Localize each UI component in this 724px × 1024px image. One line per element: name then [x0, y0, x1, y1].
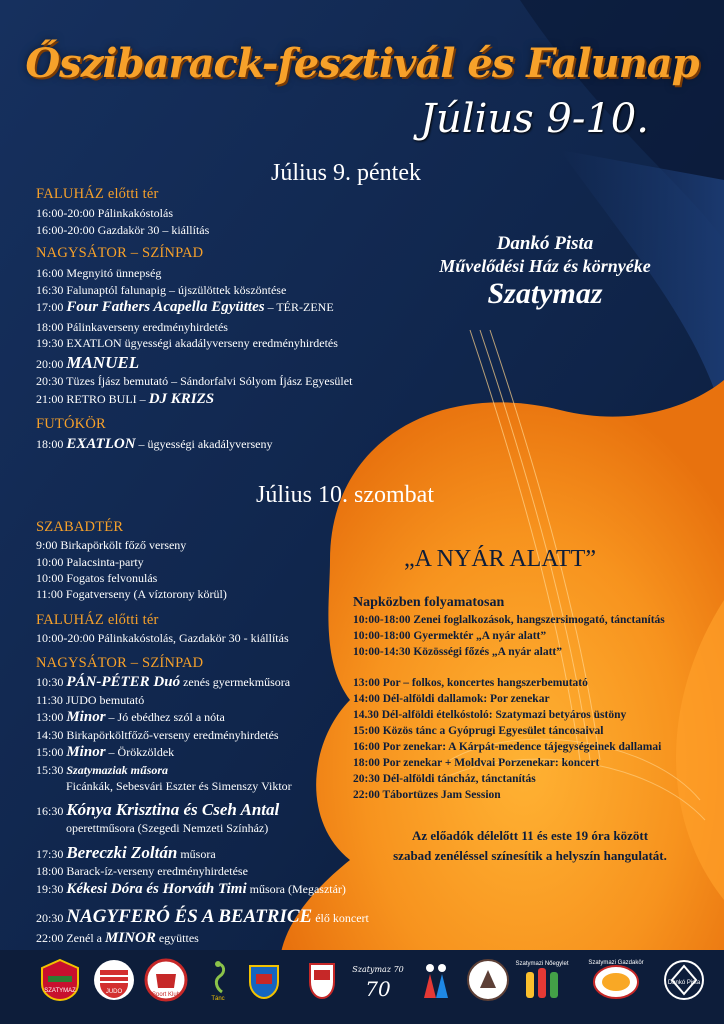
program-line: 18:00 Pálinkaverseny eredményhirdetés [36, 320, 228, 334]
group-figures-logo [515, 958, 569, 1002]
folk-dancers-logo [414, 958, 458, 1002]
program-line: 20:30 NAGYFERÓ ÉS A BEATRICE élő koncert [36, 906, 369, 927]
nyar-subtitle: Napközben folyamatosan [353, 595, 505, 610]
program-line: 22:00 Zenél a MINOR együttes [36, 930, 199, 946]
svg-text:Tánc: Tánc [211, 996, 225, 1002]
gazdakor-plate-logo [588, 958, 644, 1002]
venue-line3: Szatymaz [487, 277, 603, 310]
danko-pista-logo [662, 958, 706, 1002]
nyar-line: 13:00 Por – folkos, koncertes hangszerbemutató [353, 677, 588, 689]
section-title: NAGYSÁTOR – SZÍNPAD [36, 245, 204, 261]
program-line: 11:30 JUDO bemutató [36, 693, 145, 707]
program-line: 15:00 Minor – Örökzöldek [36, 744, 175, 760]
nyar-line: 10:00-18:00 Zenei foglalkozások, hangszersimogató, tánctanítás [353, 614, 665, 626]
program-line: 10:00 Palacsinta-party [36, 555, 144, 569]
program-line: 10:00-20:00 Pálinkakóstolás, Gazdakör 30 - kiállítás [36, 631, 289, 645]
event-dates: Július 9-10. [420, 96, 649, 142]
venue-line2: Művelődési Ház és környéke [439, 256, 651, 276]
svg-text:Szatymazi Gazdakör: Szatymazi Gazdakör [588, 960, 644, 966]
section-title: SZABADTÉR [36, 519, 124, 535]
program-line: 16:30 Falunaptól falunapig – újszülöttek köszöntése [36, 283, 287, 297]
venue-block [405, 233, 685, 311]
svg-text:JUDO: JUDO [105, 989, 123, 995]
section-title: FALUHÁZ előtti tér [36, 612, 159, 628]
venue-line1: Dankó Pista [496, 233, 594, 254]
nyar-line: 10:00-18:00 Gyermektér „A nyár alatt” [353, 630, 547, 642]
program-line: 19:30 Kékesi Dóra és Horváth Timi műsora (Megasztár) [36, 881, 346, 897]
egyesulet-badge-logo [466, 958, 510, 1002]
program-line: 19:30 EXATLON ügyességi akadályverseny eredményhirdetés [36, 336, 338, 350]
program-line: 13:00 Minor – Jó ebédhez szól a nóta [36, 709, 225, 725]
program-line: 10:30 PÁN-PÉTER Duó zenés gyermekműsora [36, 674, 291, 690]
nyar-note [340, 828, 720, 864]
szatymaz-crest-logo [38, 958, 82, 1002]
program-line: 17:00 Four Fathers Acapella Együttes – TÉR-ZENE [36, 299, 334, 315]
program-line: 14:30 Birkapörköltfőző-verseny eredményhirdetés [36, 728, 279, 742]
svg-text:Szatymaz 70: Szatymaz 70 [352, 965, 404, 974]
program-line: 20:00 MANUEL [36, 353, 140, 372]
nyar-note-line1: Az előadók délelőtt 11 és este 19 óra között [411, 828, 649, 843]
nyar-line: 14.30 Dél-alföldi ételkóstoló: Szatymazi betyáros üstöny [353, 709, 627, 721]
nyar-line: 10:00-14:30 Közösségi főzés „A nyár alatt” [353, 646, 562, 658]
program-line: 10:00 Fogatos felvonulás [36, 571, 158, 585]
program-line: 16:00-20:00 Gazdakör 30 – kiállítás [36, 223, 210, 237]
szatymaz-70-logo [352, 958, 404, 1002]
nyar-title: „A NYÁR ALATT” [404, 546, 596, 572]
nyar-line: 18:00 Por zenekar + Moldvai Porzenekar: koncert [353, 757, 600, 769]
section-title: FUTÓKÖR [36, 416, 106, 432]
program-line: 9:00 Birkapörkölt főző verseny [36, 538, 187, 552]
judo-crest-logo [92, 958, 136, 1002]
town-crest-logo [242, 958, 286, 1002]
program-line: 20:30 Tüzes Íjász bemutató – Sándorfalvi Sólyom Íjász Egyesület [36, 374, 353, 388]
svg-text:Sport Klub: Sport Klub [151, 992, 181, 998]
nyar-line: 14:00 Dél-alföldi dallamok: Por zenekar [353, 693, 550, 705]
nyar-line: 16:00 Por zenekar: A Kárpát-medence tájegységeinek dallamai [353, 741, 662, 753]
program-line: 16:30 Kónya Krisztina és Cseh Antal [36, 800, 280, 819]
program-line: operettműsora (Szegedi Nemzeti Színház) [66, 821, 269, 835]
program-line: 18:00 Barack-íz-verseny eredményhirdetése [36, 864, 248, 878]
program-line: 18:00 EXATLON – ügyességi akadályverseny [36, 436, 273, 452]
program-line: 17:30 Bereczki Zoltán műsora [36, 843, 216, 862]
day2-heading: Július 10. szombat [256, 482, 434, 508]
nyar-line: 22:00 Tábortüzes Jam Session [353, 789, 501, 801]
day1-heading: Július 9. péntek [271, 160, 421, 186]
program-line: Ficánkák, Sebesvári Eszter és Simenszy Viktor [66, 779, 292, 793]
program-line: 16:00 Megnyitó ünnepség [36, 266, 162, 280]
nyar-line: 15:00 Közös tánc a Gyóprugi Egyesület táncosaival [353, 725, 604, 737]
nyar-note-line2: szabad zenéléssel színesítik a helyszín hangulatát. [393, 848, 667, 863]
program-line: 16:00-20:00 Pálinkakóstolás [36, 206, 173, 220]
program-line: 15:30 Szatymaziak műsora [36, 763, 169, 777]
dance-figure-logo [196, 958, 240, 1002]
town-crest-2-logo [300, 958, 344, 1002]
poster-title: Őszibarack-fesztivál és Falunap [25, 40, 699, 87]
program-line: 11:00 Fogatverseny (A víztorony körül) [36, 587, 227, 601]
program-line: 21:00 RETRO BULI – DJ KRIZS [36, 391, 215, 407]
section-title: NAGYSÁTOR – SZÍNPAD [36, 655, 204, 671]
sport-klub-logo [144, 958, 188, 1002]
svg-text:SZATYMAZ: SZATYMAZ [44, 988, 76, 994]
svg-text:Dankó Pista: Dankó Pista [667, 980, 701, 986]
svg-text:Szatymazi Nőegylet: Szatymazi Nőegylet [515, 961, 569, 967]
section-title: FALUHÁZ előtti tér [36, 186, 159, 202]
nyar-line: 20:30 Dél-alföldi táncház, tánctanítás [353, 773, 536, 785]
svg-text:70: 70 [365, 977, 391, 1001]
